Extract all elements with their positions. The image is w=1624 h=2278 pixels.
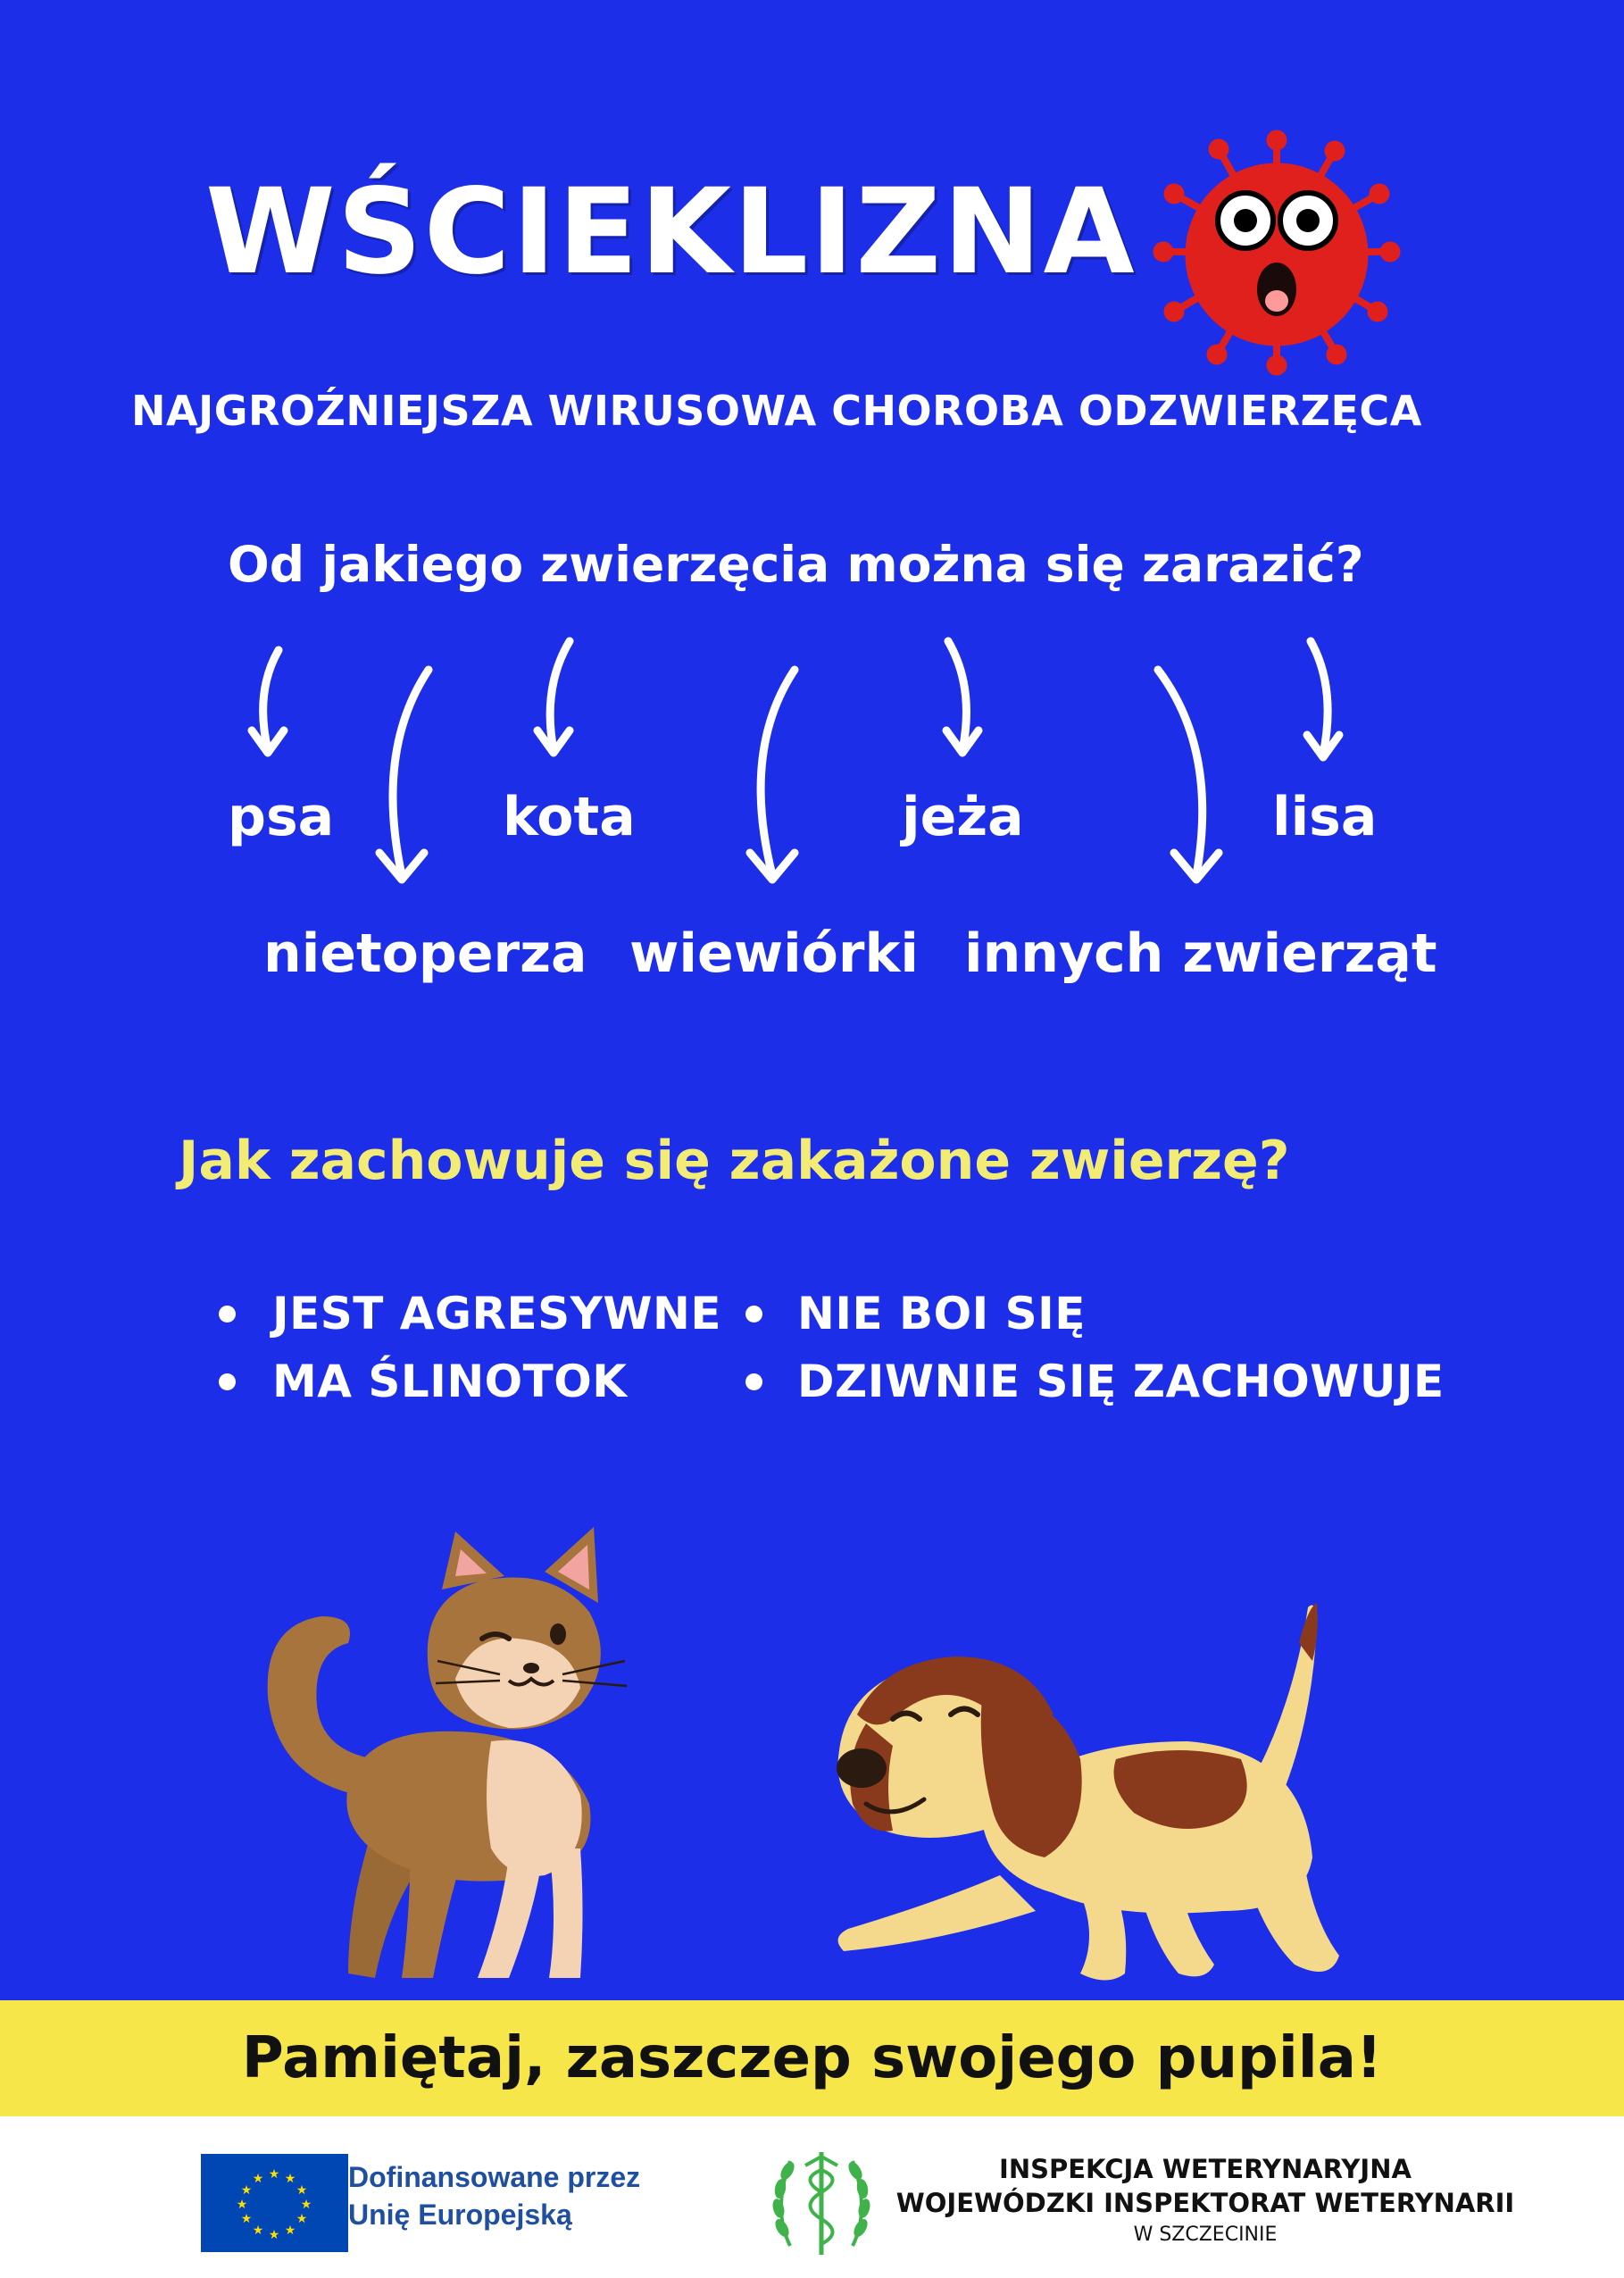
cat-illustration [241, 1527, 696, 1991]
animal-bat: nietoperza [263, 922, 587, 985]
reminder-text: Pamiętaj, zaszczep swojego pupila! [241, 2025, 1383, 2091]
svg-text:★: ★ [236, 2198, 248, 2212]
arrow-icon [1158, 670, 1203, 875]
inspection-name: INSPEKCJA WETERYNARYJNA [999, 2154, 1412, 2184]
svg-text:★: ★ [284, 2172, 296, 2186]
reminder-bar [0, 2000, 1624, 2116]
eu-flag-icon [201, 2154, 348, 2252]
svg-text:★: ★ [240, 2183, 253, 2198]
symptom-item: MA ŚLINOTOK [272, 1356, 628, 1407]
animal-hedgehog: jeża [902, 786, 1024, 848]
animal-squirrel: wiewiórki [629, 922, 919, 985]
svg-text:★: ★ [300, 2198, 312, 2212]
svg-text:★: ★ [252, 2224, 264, 2238]
bullet-icon [219, 1306, 236, 1323]
bullet-icon [219, 1373, 236, 1390]
animal-other: innych zwierząt [964, 922, 1437, 985]
bullet-icon [745, 1373, 762, 1390]
inspectorate-city: W SZCZECINIE [1133, 2224, 1278, 2246]
eu-funding-line2: Unię Europejską [348, 2199, 572, 2231]
svg-text:★: ★ [268, 2167, 280, 2182]
svg-text:★: ★ [252, 2172, 264, 2186]
svg-text:★: ★ [296, 2212, 308, 2226]
caduceus-logo-icon [768, 2139, 875, 2264]
page-title: WŚCIEKLIZNA [205, 163, 1137, 301]
question-infection-source: Od jakiego zwierzęcia można się zarazić? [228, 536, 1364, 593]
subtitle: NAJGROŹNIEJSZA WIRUSOWA CHOROBA ODZWIERZĘCA [131, 387, 1422, 435]
bullet-icon [745, 1306, 762, 1323]
symptom-item: NIE BOI SIĘ [797, 1288, 1086, 1339]
animal-fox: lisa [1272, 786, 1378, 848]
svg-text:★: ★ [268, 2228, 280, 2242]
inspectorate-name: WOJEWÓDZKI INSPEKTORAT WETERYNARII [895, 2188, 1515, 2218]
dog-illustration [759, 1590, 1384, 2000]
arrow-icon [761, 670, 795, 875]
symptom-item: JEST AGRESYWNE [272, 1288, 722, 1339]
svg-text:★: ★ [240, 2212, 253, 2226]
eu-funding-line1: Dofinansowane przez [348, 2161, 641, 2193]
animal-cat: kota [503, 786, 636, 848]
svg-text:★: ★ [296, 2183, 308, 2198]
svg-text:★: ★ [284, 2224, 296, 2238]
question-symptoms: Jak zachowuje się zakażone zwierzę? [179, 1130, 1290, 1192]
symptom-item: DZIWNIE SIĘ ZACHOWUJE [797, 1356, 1445, 1407]
arrow-icon [393, 670, 429, 875]
animal-dog: psa [228, 786, 335, 848]
